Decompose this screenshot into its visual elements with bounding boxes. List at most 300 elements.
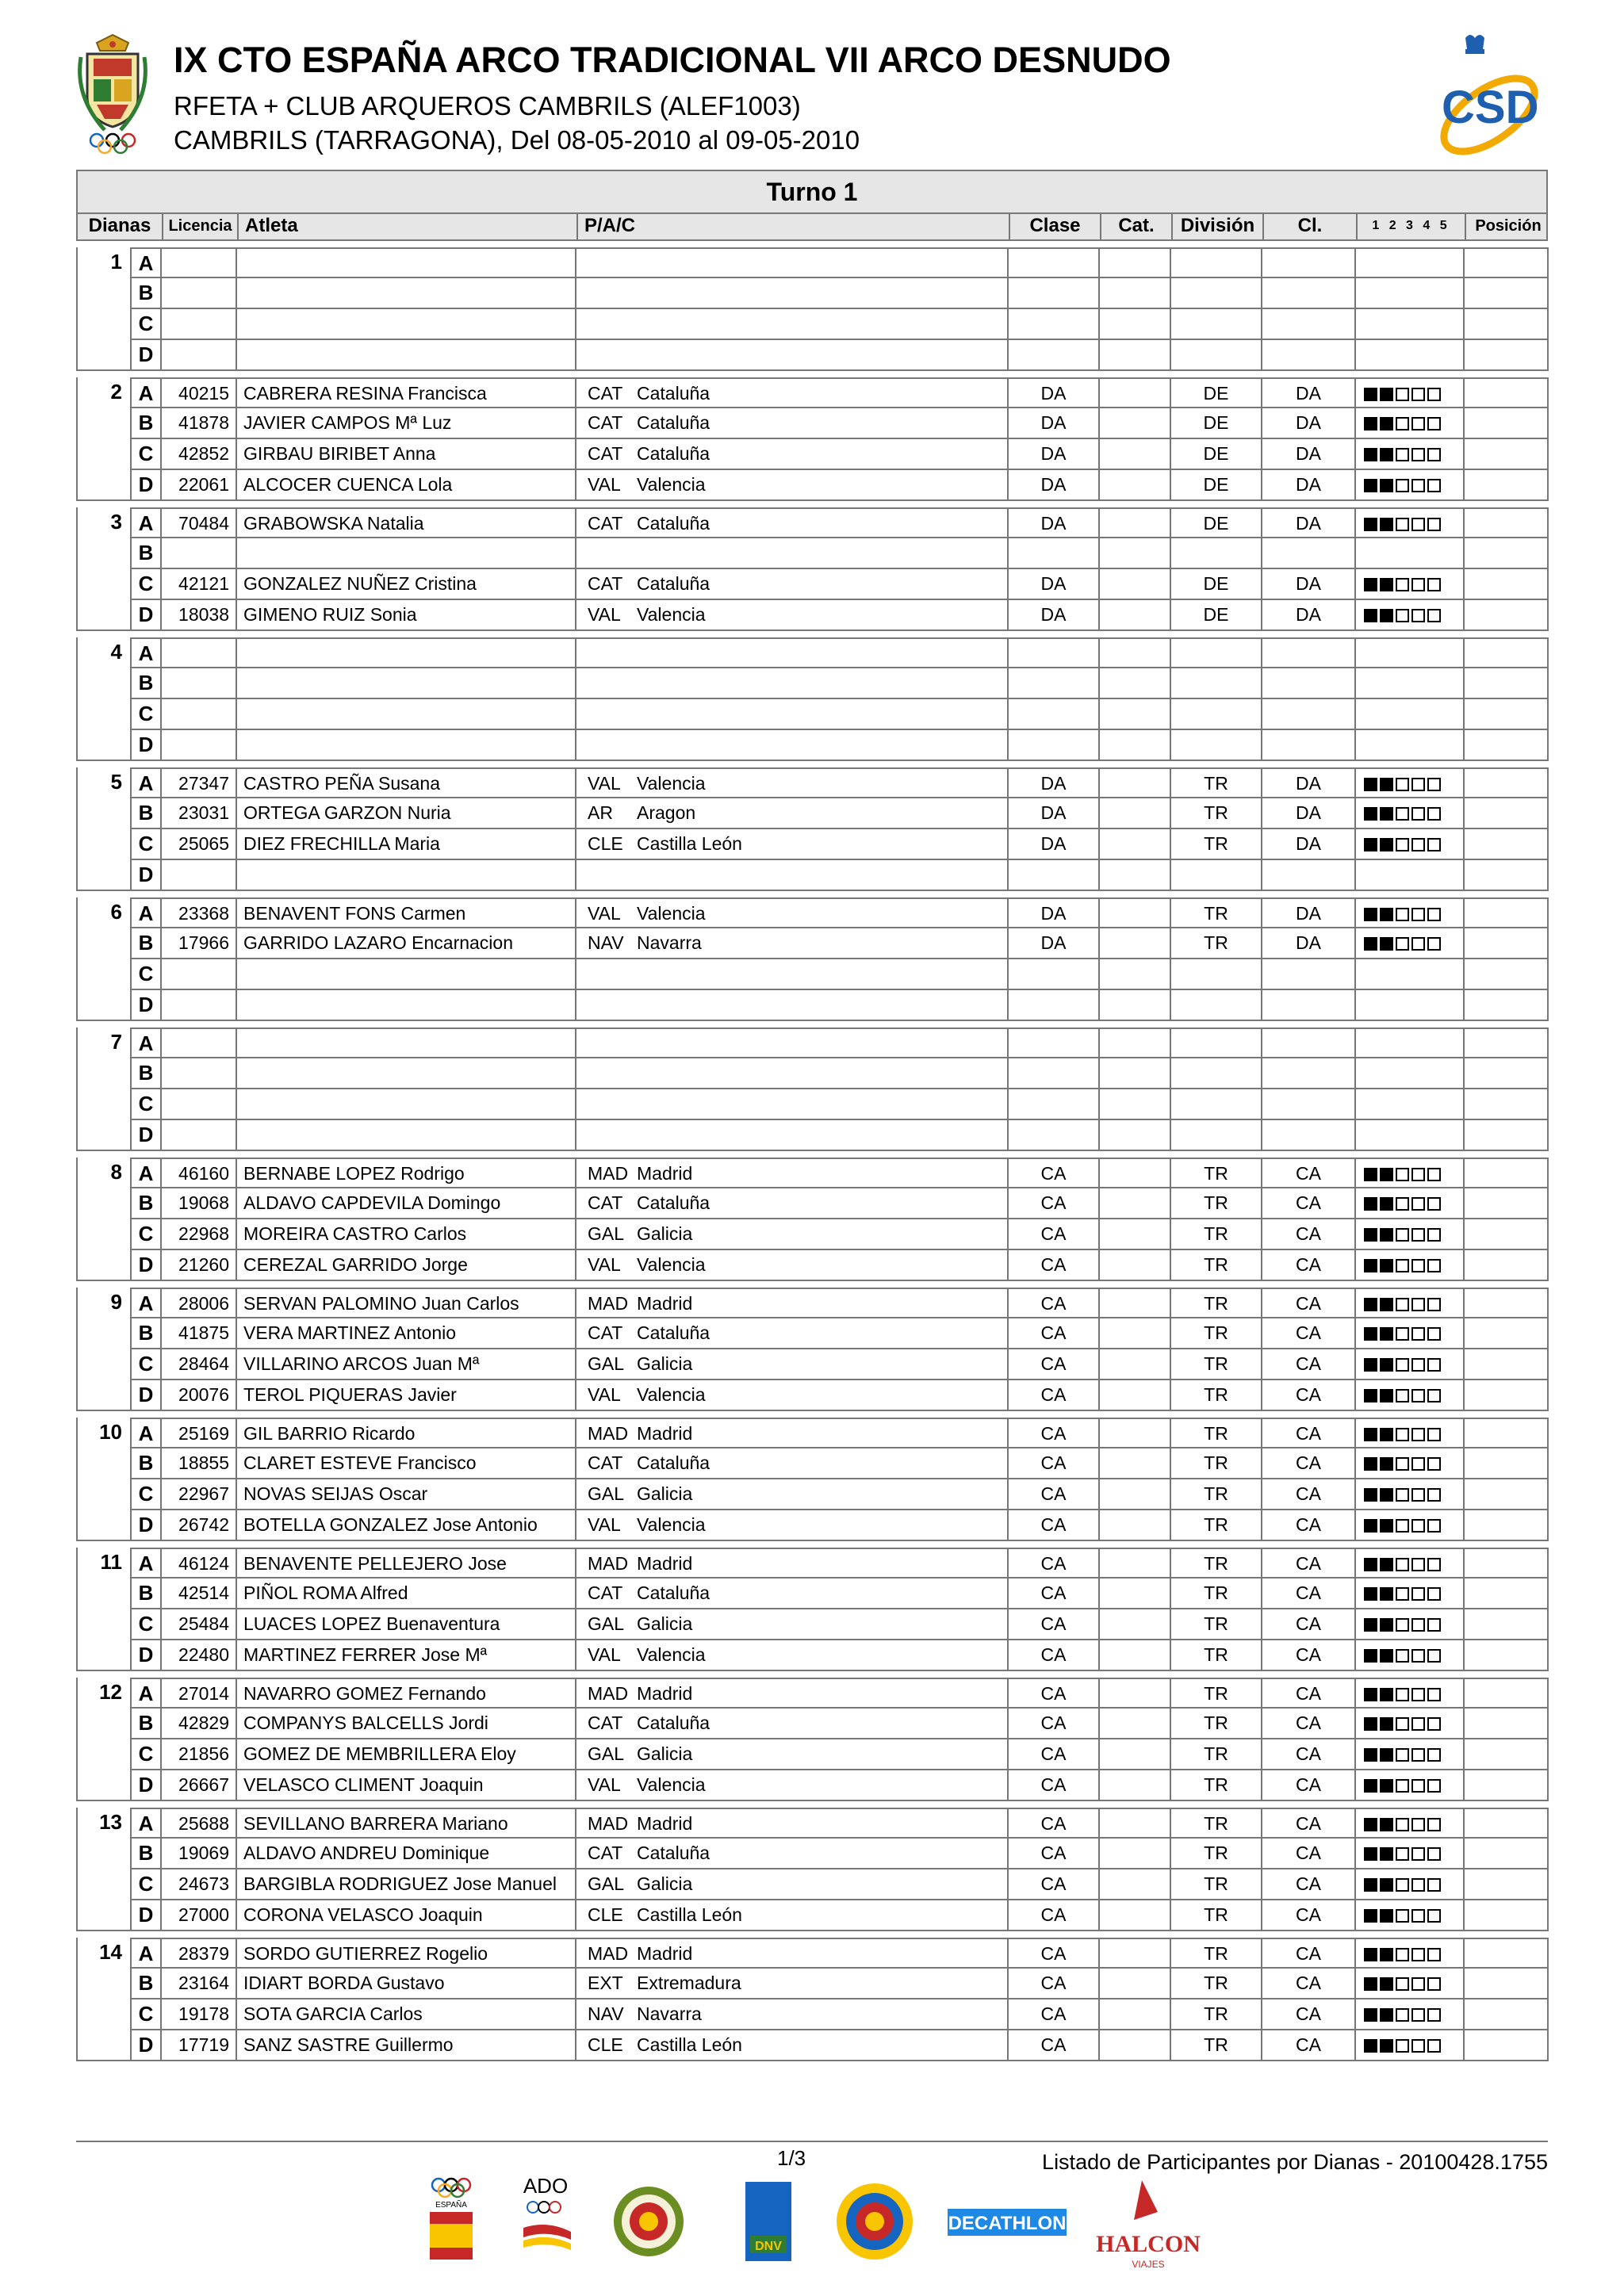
- empty-box-icon: [1427, 1587, 1441, 1601]
- target-number: 10: [76, 1418, 130, 1448]
- license-cell: 21260: [162, 1250, 237, 1281]
- region-cell: [576, 1900, 1009, 1931]
- svg-text:ADO: ADO: [523, 2174, 569, 2198]
- empty-box-icon: [1427, 1558, 1441, 1571]
- classification-cell: [1262, 538, 1356, 569]
- position-cell: [1465, 1770, 1549, 1801]
- empty-box-icon: [1427, 388, 1441, 401]
- license-cell: [162, 1027, 237, 1058]
- category-cell: [1100, 959, 1171, 990]
- target-number: [76, 1640, 130, 1671]
- filled-box-icon: [1364, 578, 1377, 591]
- end-boxes-cell: [1356, 2030, 1465, 2061]
- table-row: [76, 470, 1548, 501]
- table-row: [76, 1027, 1548, 1058]
- region-cell: [576, 1938, 1009, 1969]
- region-cell: [576, 1418, 1009, 1448]
- position-cell: [1465, 860, 1549, 891]
- end-boxes-cell: [1356, 1120, 1465, 1151]
- region-name: Cataluña: [637, 573, 710, 594]
- filled-box-icon: [1364, 1259, 1377, 1272]
- category-cell: [1100, 1188, 1171, 1219]
- filled-box-icon: [1380, 807, 1393, 821]
- division-cell: TR: [1171, 1288, 1262, 1318]
- target-group: [76, 377, 1548, 501]
- position-cell: [1465, 309, 1549, 340]
- target-letter: D: [130, 1770, 162, 1801]
- division-cell: TR: [1171, 928, 1262, 959]
- region-cell: [576, 1120, 1009, 1151]
- region-cell: [576, 1548, 1009, 1578]
- classification-cell: DA: [1262, 767, 1356, 798]
- table-row: [76, 668, 1548, 699]
- classification-cell: CA: [1262, 2030, 1356, 2061]
- region-code: CAT: [588, 513, 623, 534]
- classification-cell: [1262, 340, 1356, 371]
- target-letter: A: [130, 507, 162, 538]
- athlete-name: BARGIBLA RODRIGUEZ Jose Manuel: [237, 1869, 576, 1900]
- empty-box-icon: [1427, 1519, 1441, 1533]
- region-code: CAT: [588, 573, 623, 594]
- target-number: [76, 798, 130, 829]
- empty-box-icon: [1396, 1327, 1409, 1341]
- classification-cell: DA: [1262, 507, 1356, 538]
- license-cell: 46124: [162, 1548, 237, 1578]
- empty-box-icon: [1396, 417, 1409, 430]
- position-cell: [1465, 990, 1549, 1021]
- position-cell: [1465, 247, 1549, 278]
- region-code: GAL: [588, 1873, 625, 1894]
- end-boxes-cell: [1356, 1380, 1465, 1411]
- ado-logo: [523, 2174, 571, 2250]
- region-cell: [576, 1999, 1009, 2030]
- category-cell: [1100, 507, 1171, 538]
- empty-box-icon: [1396, 518, 1409, 531]
- empty-box-icon: [1396, 1977, 1409, 1991]
- classification-cell: [1262, 699, 1356, 730]
- category-cell: [1100, 1510, 1171, 1541]
- dnv-logo: [745, 2182, 791, 2261]
- filled-box-icon: [1380, 1389, 1393, 1402]
- target-group: [76, 1288, 1548, 1411]
- empty-box-icon: [1396, 1818, 1409, 1831]
- end-boxes-cell: [1356, 1709, 1465, 1739]
- position-cell: [1465, 278, 1549, 309]
- target-number: [76, 1349, 130, 1380]
- class-cell: [1009, 730, 1100, 761]
- table-row: [76, 1158, 1548, 1188]
- license-cell: 17719: [162, 2030, 237, 2061]
- target-number: [76, 990, 130, 1021]
- classification-cell: DA: [1262, 897, 1356, 928]
- end-boxes-cell: [1356, 1999, 1465, 2030]
- target-letter: A: [130, 767, 162, 798]
- region-cell: [576, 1380, 1009, 1411]
- target-letter: B: [130, 798, 162, 829]
- table-row: [76, 507, 1548, 538]
- target-letter: B: [130, 928, 162, 959]
- target-number: [76, 278, 130, 309]
- classification-cell: CA: [1262, 1578, 1356, 1609]
- filled-box-icon: [1380, 908, 1393, 921]
- license-cell: 26742: [162, 1510, 237, 1541]
- category-cell: [1100, 377, 1171, 408]
- category-cell: [1100, 928, 1171, 959]
- target-group: [76, 1418, 1548, 1541]
- category-cell: [1100, 1548, 1171, 1578]
- filled-box-icon: [1364, 1818, 1377, 1831]
- region-name: Valencia: [637, 773, 706, 794]
- position-cell: [1465, 569, 1549, 600]
- athlete-name: ORTEGA GARZON Nuria: [237, 798, 576, 829]
- region-cell: [576, 897, 1009, 928]
- empty-box-icon: [1427, 778, 1441, 791]
- license-cell: [162, 1089, 237, 1120]
- target-number: 13: [76, 1808, 130, 1839]
- classification-cell: CA: [1262, 1869, 1356, 1900]
- filled-box-icon: [1364, 479, 1377, 492]
- filled-box-icon: [1380, 1878, 1393, 1892]
- position-cell: [1465, 1709, 1549, 1739]
- target-number: [76, 699, 130, 730]
- class-cell: [1009, 538, 1100, 569]
- target-letter: C: [130, 1869, 162, 1900]
- target-number: 3: [76, 507, 130, 538]
- region-cell: [576, 340, 1009, 371]
- division-cell: TR: [1171, 1739, 1262, 1770]
- athlete-name: [237, 959, 576, 990]
- page-number: 1/3: [777, 2146, 806, 2170]
- target-number: [76, 1578, 130, 1609]
- class-cell: CA: [1009, 1770, 1100, 1801]
- empty-box-icon: [1427, 1779, 1441, 1793]
- filled-box-icon: [1364, 448, 1377, 461]
- empty-box-icon: [1396, 778, 1409, 791]
- class-cell: CA: [1009, 1900, 1100, 1931]
- athlete-name: PIÑOL ROMA Alfred: [237, 1578, 576, 1609]
- empty-box-icon: [1411, 1389, 1425, 1402]
- filled-box-icon: [1364, 1228, 1377, 1242]
- col-clase: Clase: [1010, 214, 1101, 239]
- category-cell: [1100, 1158, 1171, 1188]
- position-cell: [1465, 1999, 1549, 2030]
- end-boxes-cell: [1356, 1250, 1465, 1281]
- target-letter: C: [130, 1739, 162, 1770]
- category-cell: [1100, 798, 1171, 829]
- end-boxes-cell: [1356, 507, 1465, 538]
- position-cell: [1465, 1250, 1549, 1281]
- filled-box-icon: [1380, 1558, 1393, 1571]
- region-code: NAV: [588, 2003, 624, 2024]
- class-cell: DA: [1009, 507, 1100, 538]
- region-code: MAD: [588, 1813, 629, 1834]
- position-cell: [1465, 1548, 1549, 1578]
- filled-box-icon: [1364, 1519, 1377, 1533]
- position-cell: [1465, 1058, 1549, 1089]
- class-cell: DA: [1009, 408, 1100, 439]
- category-cell: [1100, 897, 1171, 928]
- region-cell: [576, 1448, 1009, 1479]
- filled-box-icon: [1380, 1259, 1393, 1272]
- table-row: [76, 247, 1548, 278]
- class-cell: DA: [1009, 470, 1100, 501]
- table-row: [76, 377, 1548, 408]
- target-letter: A: [130, 1158, 162, 1188]
- position-cell: [1465, 538, 1549, 569]
- target-number: [76, 829, 130, 860]
- license-cell: 41878: [162, 408, 237, 439]
- target-letter: B: [130, 408, 162, 439]
- athlete-name: LUACES LOPEZ Buenaventura: [237, 1609, 576, 1640]
- empty-box-icon: [1396, 1779, 1409, 1793]
- category-cell: [1100, 470, 1171, 501]
- category-cell: [1100, 1770, 1171, 1801]
- fita-logo: [614, 2187, 684, 2256]
- athlete-name: NAVARRO GOMEZ Fernando: [237, 1678, 576, 1709]
- class-cell: [1009, 699, 1100, 730]
- empty-box-icon: [1427, 1909, 1441, 1923]
- col-cl: Cl.: [1264, 214, 1358, 239]
- classification-cell: [1262, 637, 1356, 668]
- position-cell: [1465, 767, 1549, 798]
- target-number: [76, 2030, 130, 2061]
- empty-box-icon: [1411, 1168, 1425, 1181]
- filled-box-icon: [1364, 778, 1377, 791]
- region-code: EXT: [588, 1973, 623, 1993]
- region-code: MAD: [588, 1293, 629, 1314]
- filled-box-icon: [1364, 2008, 1377, 2022]
- end-boxes-cell: [1356, 1349, 1465, 1380]
- end-boxes-cell: [1356, 377, 1465, 408]
- empty-box-icon: [1411, 1358, 1425, 1372]
- filled-box-icon: [1364, 388, 1377, 401]
- athlete-name: [237, 730, 576, 761]
- table-row: [76, 569, 1548, 600]
- target-letter: B: [130, 1969, 162, 1999]
- region-code: CAT: [588, 1322, 623, 1343]
- class-cell: [1009, 1058, 1100, 1089]
- position-cell: [1465, 959, 1549, 990]
- position-cell: [1465, 1448, 1549, 1479]
- athlete-name: CASTRO PEÑA Susana: [237, 767, 576, 798]
- class-cell: CA: [1009, 1999, 1100, 2030]
- division-cell: [1171, 637, 1262, 668]
- region-code: VAL: [588, 604, 621, 625]
- athlete-name: IDIART BORDA Gustavo: [237, 1969, 576, 1999]
- class-cell: [1009, 247, 1100, 278]
- region-code: GAL: [588, 1483, 625, 1504]
- license-cell: 22061: [162, 470, 237, 501]
- filled-box-icon: [1380, 1358, 1393, 1372]
- region-code: CLE: [588, 2034, 623, 2055]
- target-number: [76, 470, 130, 501]
- division-cell: [1171, 340, 1262, 371]
- empty-box-icon: [1396, 1649, 1409, 1663]
- table-row: [76, 1058, 1548, 1089]
- filled-box-icon: [1364, 417, 1377, 430]
- filled-box-icon: [1380, 1748, 1393, 1762]
- category-cell: [1100, 829, 1171, 860]
- license-cell: [162, 637, 237, 668]
- position-cell: [1465, 1900, 1549, 1931]
- region-cell: [576, 1219, 1009, 1250]
- position-cell: [1465, 1089, 1549, 1120]
- athlete-name: [237, 1058, 576, 1089]
- table-row: [76, 1640, 1548, 1671]
- license-cell: 23164: [162, 1969, 237, 1999]
- region-name: Valencia: [637, 1644, 706, 1665]
- target-letter: D: [130, 990, 162, 1021]
- empty-box-icon: [1427, 1977, 1441, 1991]
- listing-caption: Listado de Participantes por Dianas - 20100428.1755: [1042, 2150, 1548, 2174]
- table-row: [76, 928, 1548, 959]
- col-cat: Cat.: [1101, 214, 1173, 239]
- empty-box-icon: [1411, 1948, 1425, 1961]
- organizer-subtitle: RFETA + CLUB ARQUEROS CAMBRILS (ALEF1003): [174, 91, 801, 121]
- license-cell: [162, 278, 237, 309]
- region-code: MAD: [588, 1163, 629, 1184]
- table-row: [76, 1739, 1548, 1770]
- region-cell: [576, 377, 1009, 408]
- target-number: 2: [76, 377, 130, 408]
- empty-box-icon: [1427, 937, 1441, 951]
- region-name: Valencia: [637, 903, 706, 924]
- athlete-name: GRABOWSKA Natalia: [237, 507, 576, 538]
- license-cell: 24673: [162, 1869, 237, 1900]
- filled-box-icon: [1380, 1587, 1393, 1601]
- classification-cell: [1262, 860, 1356, 891]
- filled-box-icon: [1380, 1717, 1393, 1731]
- end-boxes-cell: [1356, 1188, 1465, 1219]
- filled-box-icon: [1364, 1587, 1377, 1601]
- division-cell: DE: [1171, 377, 1262, 408]
- target-letter: C: [130, 959, 162, 990]
- class-cell: CA: [1009, 1969, 1100, 1999]
- position-cell: [1465, 1609, 1549, 1640]
- target-letter: C: [130, 829, 162, 860]
- division-cell: TR: [1171, 1188, 1262, 1219]
- license-cell: 22967: [162, 1479, 237, 1510]
- target-letter: B: [130, 1188, 162, 1219]
- filled-box-icon: [1380, 388, 1393, 401]
- empty-box-icon: [1427, 609, 1441, 622]
- empty-box-icon: [1411, 609, 1425, 622]
- class-cell: DA: [1009, 377, 1100, 408]
- col-licencia: Licencia: [163, 214, 239, 239]
- region-code: AR: [588, 802, 613, 823]
- empty-box-icon: [1411, 1847, 1425, 1861]
- empty-box-icon: [1427, 578, 1441, 591]
- empty-box-icon: [1427, 1717, 1441, 1731]
- target-group: [76, 1938, 1548, 2061]
- region-name: Valencia: [637, 1384, 706, 1405]
- class-cell: CA: [1009, 1250, 1100, 1281]
- division-cell: [1171, 990, 1262, 1021]
- target-group: [76, 897, 1548, 1021]
- region-code: VAL: [588, 773, 621, 794]
- region-name: Madrid: [637, 1943, 693, 1964]
- classification-cell: DA: [1262, 377, 1356, 408]
- category-cell: [1100, 1288, 1171, 1318]
- class-cell: DA: [1009, 439, 1100, 470]
- empty-box-icon: [1396, 609, 1409, 622]
- position-cell: [1465, 600, 1549, 631]
- empty-box-icon: [1411, 1909, 1425, 1923]
- region-cell: [576, 730, 1009, 761]
- filled-box-icon: [1380, 1519, 1393, 1533]
- target-number: [76, 1250, 130, 1281]
- filled-box-icon: [1364, 1977, 1377, 1991]
- filled-box-icon: [1380, 417, 1393, 430]
- empty-box-icon: [1427, 1389, 1441, 1402]
- empty-box-icon: [1427, 908, 1441, 921]
- table-row: [76, 1349, 1548, 1380]
- empty-box-icon: [1396, 1228, 1409, 1242]
- position-cell: [1465, 928, 1549, 959]
- table-row: [76, 2030, 1548, 2061]
- division-cell: DE: [1171, 569, 1262, 600]
- filled-box-icon: [1380, 778, 1393, 791]
- region-code: GAL: [588, 1353, 625, 1374]
- license-cell: [162, 668, 237, 699]
- end-boxes-cell: [1356, 1027, 1465, 1058]
- target-number: [76, 1999, 130, 2030]
- end-boxes-cell: [1356, 278, 1465, 309]
- target-number: 14: [76, 1938, 130, 1969]
- division-cell: TR: [1171, 1770, 1262, 1801]
- empty-box-icon: [1411, 1259, 1425, 1272]
- empty-box-icon: [1411, 1688, 1425, 1701]
- region-name: Cataluña: [637, 1712, 710, 1733]
- athlete-name: [237, 699, 576, 730]
- region-code: GAL: [588, 1613, 625, 1634]
- division-cell: [1171, 668, 1262, 699]
- filled-box-icon: [1364, 1779, 1377, 1793]
- table-row: [76, 1548, 1548, 1578]
- empty-box-icon: [1411, 1717, 1425, 1731]
- table-row: [76, 1219, 1548, 1250]
- region-code: CAT: [588, 412, 623, 433]
- category-cell: [1100, 408, 1171, 439]
- table-row: [76, 278, 1548, 309]
- license-cell: [162, 247, 237, 278]
- region-cell: [576, 2030, 1009, 2061]
- target-group: [76, 1548, 1548, 1671]
- table-row: [76, 340, 1548, 371]
- filled-box-icon: [1364, 1558, 1377, 1571]
- region-name: Castilla León: [637, 2034, 742, 2055]
- empty-box-icon: [1396, 448, 1409, 461]
- category-cell: [1100, 1938, 1171, 1969]
- classification-cell: CA: [1262, 1188, 1356, 1219]
- filled-box-icon: [1380, 448, 1393, 461]
- filled-box-icon: [1380, 1779, 1393, 1793]
- region-cell: [576, 1027, 1009, 1058]
- target-letter: A: [130, 1027, 162, 1058]
- classification-cell: CA: [1262, 1900, 1356, 1931]
- target-number: 4: [76, 637, 130, 668]
- svg-text:DNV: DNV: [755, 2240, 782, 2253]
- division-cell: TR: [1171, 1548, 1262, 1578]
- table-row: [76, 798, 1548, 829]
- classification-cell: [1262, 990, 1356, 1021]
- region-name: Cataluña: [637, 1322, 710, 1343]
- region-code: VAL: [588, 1774, 621, 1795]
- filled-box-icon: [1380, 1327, 1393, 1341]
- filled-box-icon: [1380, 2008, 1393, 2022]
- end-boxes-cell: [1356, 1479, 1465, 1510]
- classification-cell: CA: [1262, 1678, 1356, 1709]
